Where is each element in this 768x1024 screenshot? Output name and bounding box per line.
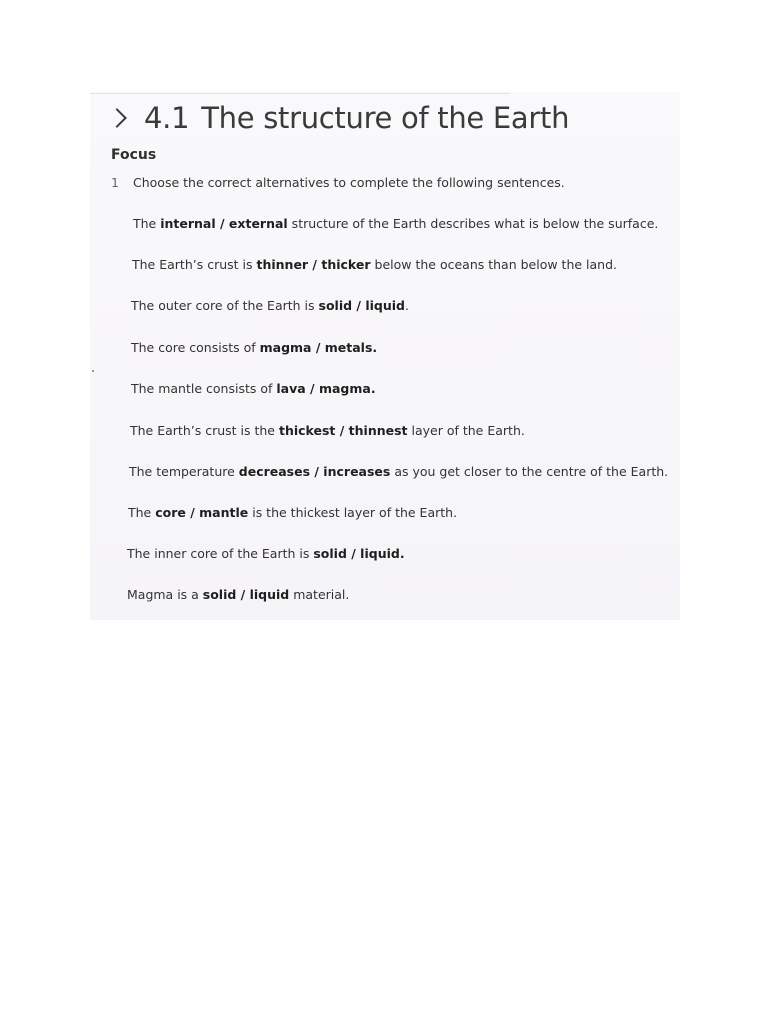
sentence-7 [129,464,668,479]
sentence-text: The inner core of the Earth is [127,546,314,561]
question-number: 1 [111,175,119,190]
sentence-text: as you get closer to the centre of the Earth. [390,464,669,479]
sentence-2 [132,257,617,272]
sentence-options: solid / liquid. [313,546,405,561]
sentence-options: thickest / thinnest [278,423,408,438]
page-edge-line [90,93,510,94]
focus-label: Focus [111,147,157,163]
section-heading [108,101,569,135]
sentence-text: is the thickest layer of the Earth. [248,505,458,520]
sentence-5 [131,381,376,396]
section-title: The structure of the Earth [201,101,570,135]
sentence-6 [130,423,525,438]
sentence-options: magma / metals. [259,340,378,355]
sentence-8 [128,505,457,520]
sentence-9 [127,546,405,561]
sentence-text: The mantle consists of [131,381,277,396]
sentence-1 [133,216,658,231]
sentence-options: thinner / thicker [256,257,371,272]
sentence-text: The [128,505,156,520]
question-text: Choose the correct alternatives to complete the following sentences. [133,175,565,190]
section-number: 4.1 [144,101,190,135]
sentence-4 [131,340,377,355]
sentence-text: The outer core of the Earth is [131,298,319,313]
sentence-text: structure of the Earth describes what is below the surface. [287,216,659,231]
sentence-text: . [404,298,409,313]
chevron-right-icon [107,108,127,128]
scanned-page [90,92,680,620]
sentence-text: The Earth’s crust is [132,257,257,272]
question-1 [111,175,565,190]
sentence-text: The Earth’s crust is the [130,423,279,438]
sentence-options: lava / magma. [276,381,376,396]
sentence-text: The [133,216,161,231]
sentence-options: internal / external [160,216,288,231]
sentence-text: below the oceans than below the land. [370,257,618,272]
sentence-10 [127,587,349,602]
sentence-options: solid / liquid [318,298,405,313]
sentence-options: decreases / increases [238,464,391,479]
sentence-text: The temperature [129,464,239,479]
sentence-options: core / mantle [155,505,249,520]
sentence-text: material. [289,587,350,602]
sentence-text: layer of the Earth. [407,423,525,438]
scan-speck [92,370,94,372]
sentence-3 [131,298,409,313]
sentence-options: solid / liquid [202,587,290,602]
sentence-text: The core consists of [131,340,260,355]
sentence-text: Magma is a [127,587,203,602]
